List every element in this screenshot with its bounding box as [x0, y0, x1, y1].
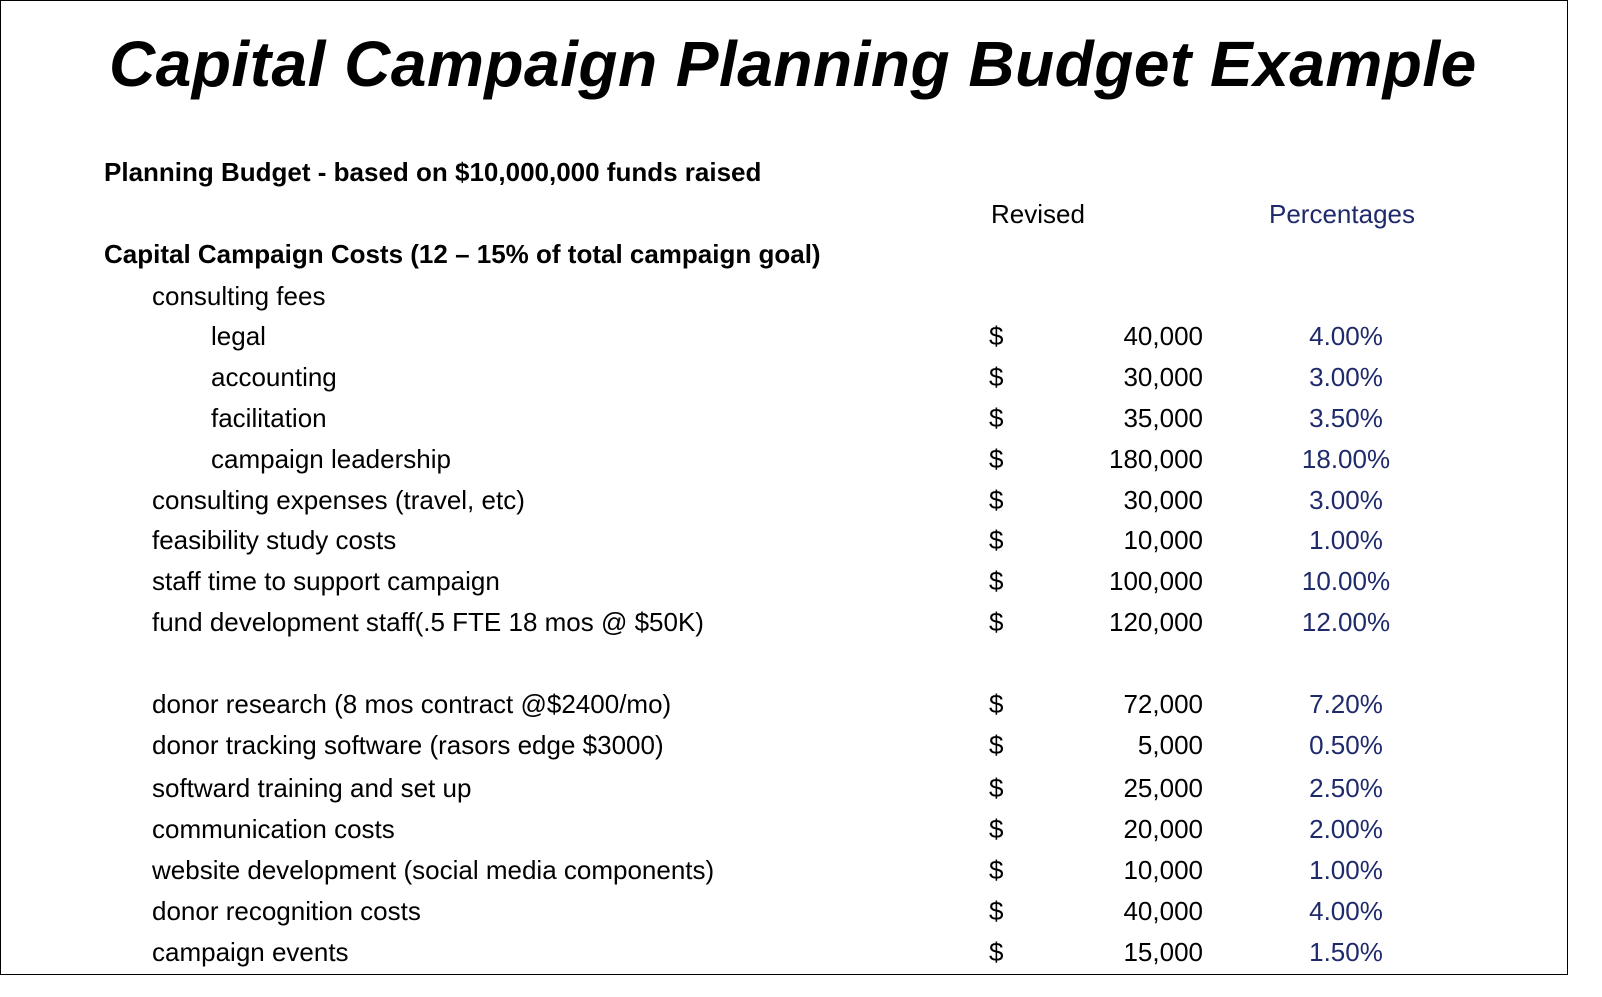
table-row: [1, 525, 1567, 565]
table-row: [1, 362, 1567, 402]
row-label: campaign leadership: [211, 444, 451, 474]
row-amount: 35,000: [1123, 403, 1203, 433]
table-row: [1, 485, 1567, 525]
table-row: [1, 444, 1567, 484]
row-percentage: 7.20%: [1309, 689, 1383, 719]
row-amount: 40,000: [1123, 896, 1203, 926]
row-amount: 5,000: [1137, 730, 1203, 760]
row-label: website development (social media components): [152, 855, 715, 885]
row-percentage: 12.00%: [1301, 607, 1391, 637]
row-percentage: 1.00%: [1309, 855, 1383, 885]
currency-symbol: $: [989, 773, 1004, 803]
row-percentage: 10.00%: [1301, 566, 1391, 596]
row-percentage: 3.50%: [1309, 403, 1383, 433]
row-percentage: 2.00%: [1309, 814, 1383, 844]
column-header-revised: Revised: [991, 199, 1085, 229]
table-row: [1, 730, 1567, 770]
row-label: softward training and set up: [152, 773, 472, 803]
row-amount: 72,000: [1123, 689, 1203, 719]
currency-symbol: $: [989, 321, 1004, 351]
row-label: campaign events: [152, 937, 349, 967]
currency-symbol: $: [989, 937, 1004, 967]
table-row: [1, 566, 1567, 606]
row-amount: 25,000: [1123, 773, 1203, 803]
row-label: donor recognition costs: [152, 896, 421, 926]
currency-symbol: $: [989, 896, 1004, 926]
currency-symbol: $: [989, 607, 1004, 637]
currency-symbol: $: [989, 689, 1004, 719]
currency-symbol: $: [989, 855, 1004, 885]
row-label: staff time to support campaign: [152, 566, 500, 596]
row-label: facilitation: [211, 403, 327, 433]
currency-symbol: $: [989, 566, 1004, 596]
table-row: [1, 896, 1567, 936]
row-amount: 30,000: [1123, 362, 1203, 392]
row-amount: 30,000: [1123, 485, 1203, 515]
row-label: consulting expenses (travel, etc): [152, 485, 525, 515]
currency-symbol: $: [989, 525, 1004, 555]
row-percentage: 3.00%: [1309, 362, 1383, 392]
row-label: consulting fees: [152, 281, 326, 311]
row-label: feasibility study costs: [152, 525, 397, 555]
table-row: [1, 321, 1567, 361]
row-label: accounting: [211, 362, 337, 392]
table-row: [1, 689, 1567, 729]
page-title: Capital Campaign Planning Budget Example: [109, 28, 1477, 100]
table-row: [1, 607, 1567, 647]
row-label: legal: [211, 321, 266, 351]
row-amount: 10,000: [1123, 855, 1203, 885]
table-row: [1, 281, 1567, 321]
row-label: communication costs: [152, 814, 395, 844]
currency-symbol: $: [989, 403, 1004, 433]
table-row: [1, 403, 1567, 443]
row-amount: 15,000: [1123, 937, 1203, 967]
column-header-percentages: Percentages: [1269, 199, 1415, 229]
table-row: [1, 937, 1567, 975]
row-percentage: 3.00%: [1309, 485, 1383, 515]
row-percentage: 2.50%: [1309, 773, 1383, 803]
row-amount: 10,000: [1123, 525, 1203, 555]
budget-subtitle: Planning Budget - based on $10,000,000 funds raised: [104, 157, 762, 187]
currency-symbol: $: [989, 814, 1004, 844]
currency-symbol: $: [989, 444, 1004, 474]
row-label: fund development staff(.5 FTE 18 mos @ $50K): [152, 607, 704, 637]
row-amount: 120,000: [1109, 607, 1203, 637]
row-percentage: 0.50%: [1309, 730, 1383, 760]
row-amount: 180,000: [1109, 444, 1203, 474]
currency-symbol: $: [989, 362, 1004, 392]
currency-symbol: $: [989, 485, 1004, 515]
row-percentage: 4.00%: [1309, 321, 1383, 351]
row-amount: 100,000: [1109, 566, 1203, 596]
row-percentage: 18.00%: [1301, 444, 1391, 474]
table-row: [1, 814, 1567, 854]
row-label: donor tracking software (rasors edge $3000): [152, 730, 664, 760]
table-row: [1, 773, 1567, 813]
row-amount: 40,000: [1123, 321, 1203, 351]
row-label: donor research (8 mos contract @$2400/mo): [152, 689, 672, 719]
row-percentage: 4.00%: [1309, 896, 1383, 926]
row-percentage: 1.00%: [1309, 525, 1383, 555]
row-percentage: 1.50%: [1309, 937, 1383, 967]
table-row: [1, 855, 1567, 895]
section-title: Capital Campaign Costs (12 – 15% of total campaign goal): [104, 239, 821, 269]
currency-symbol: $: [989, 730, 1004, 760]
row-amount: 20,000: [1123, 814, 1203, 844]
